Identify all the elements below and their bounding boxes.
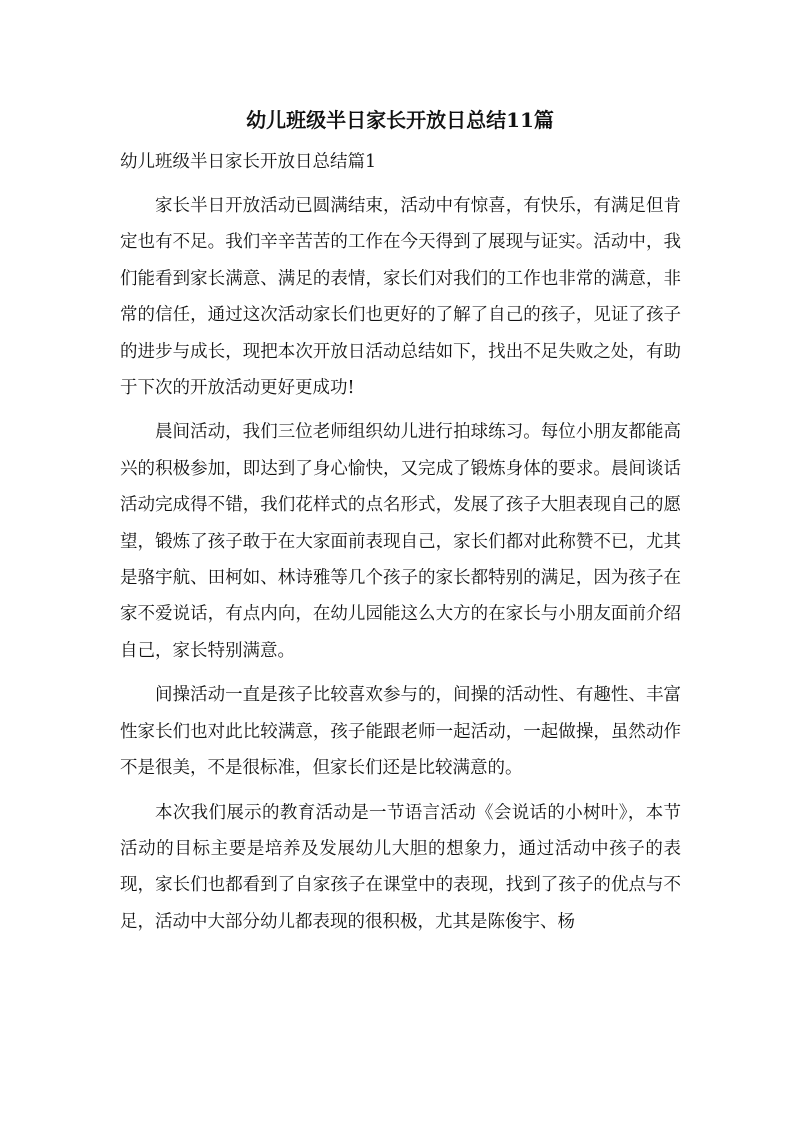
paragraph: 家长半日开放活动已圆满结束，活动中有惊喜，有快乐，有满足但肯定也有不足。我们辛辛苦苦的工作在今天得到了展现与证实。活动中，我们能看到家长满意、满足的表情，家长们对我们的工作也非常的满意，非常的信任，通过这次活动家长们也更好的了解了自己的孩子，见证了孩子的进步与成长，现把本次开放日活动总结如下，找出不足失败之处，有助于下次的开放活动更好更成功! (120, 196, 681, 399)
paragraph: 间操活动一直是孩子比较喜欢参与的，间操的活动性、有趣性、丰富性家长们也对此比较满意，孩子能跟老师一起活动，一起做操，虽然动作不是很美，不是很标准，但家长们还是比较满意的。 (120, 685, 681, 779)
section-heading: 幼儿班级半日家长开放日总结篇1 (120, 152, 377, 172)
document-body (120, 188, 681, 948)
document-title: 幼儿班级半日家长开放日总结11篇 (246, 108, 554, 132)
paragraph: 晨间活动，我们三位老师组织幼儿进行拍球练习。每位小朋友都能高兴的积极参加，即达到了身心愉快，又完成了锻炼身体的要求。晨间谈话活动完成得不错，我们花样式的点名形式，发展了孩子大胆表现自己的愿望，锻炼了孩子敢于在大家面前表现自己，家长们都对此称赞不已，尤其是骆宇航、田柯如、林诗雅等几个孩子的家长都特别的满足，因为孩子在家不爱说话，有点内向，在幼儿园能这么大方的在家长与小朋友面前介绍自己，家长特别满意。 (120, 422, 681, 661)
paragraph: 本次我们展示的教育活动是一节语言活动《会说话的小树叶》，本节活动的目标主要是培养及发展幼儿大胆的想象力，通过活动中孩子的表现，家长们也都看到了自家孩子在课堂中的表现，找到了孩子的优点与不足，活动中大部分幼儿都表现的很积极，尤其是陈俊宇、杨 (120, 802, 681, 932)
